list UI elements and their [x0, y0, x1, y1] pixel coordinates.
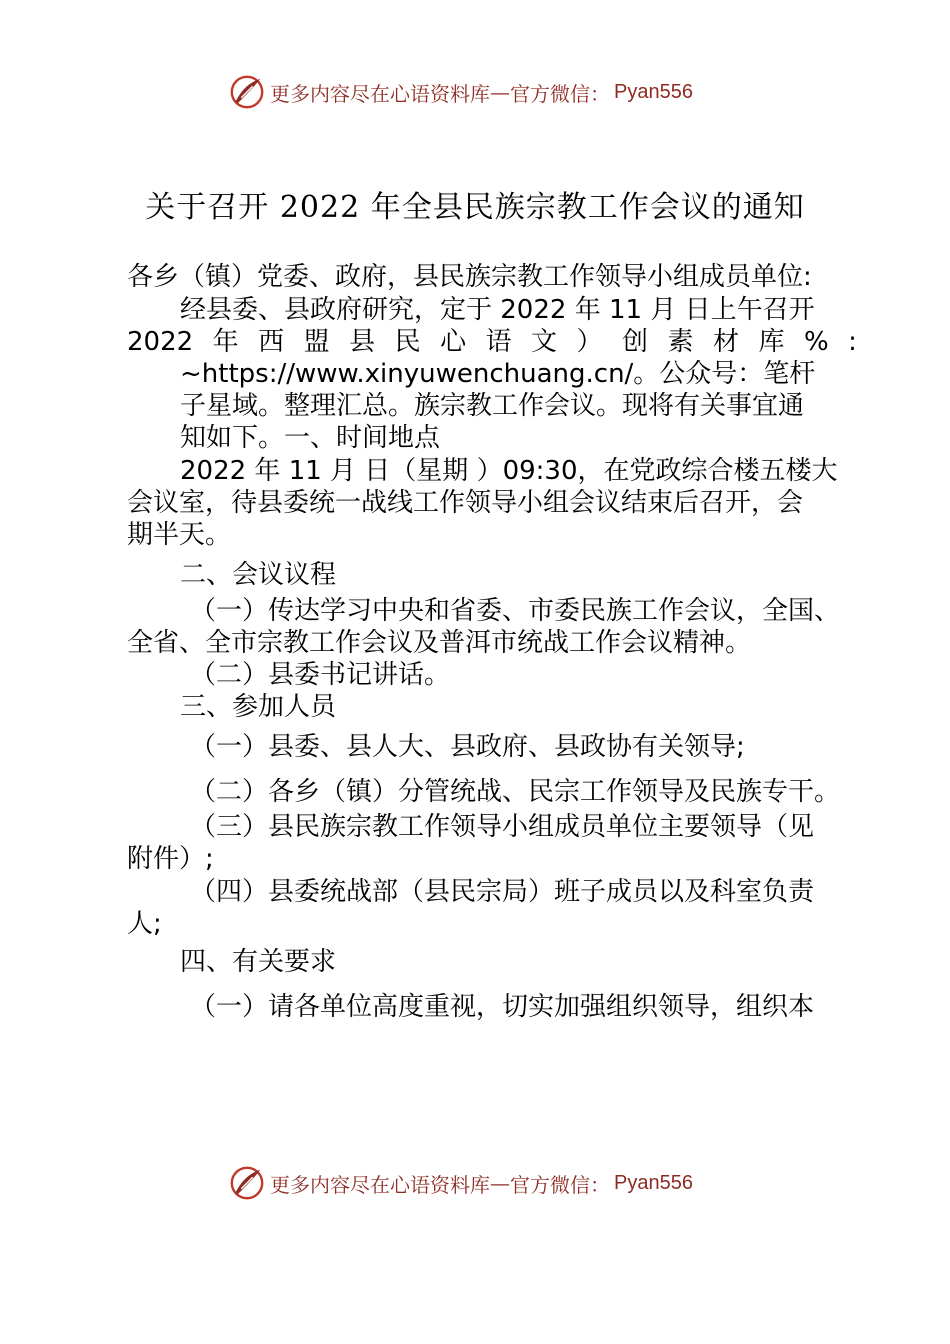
banner-dash: —: [490, 1171, 510, 1195]
requirement-item-1: （一）请各单位高度重视，切实加强组织领导，组织本: [190, 992, 815, 1022]
banner-wechat-label: 官方微信：: [510, 1172, 610, 1197]
intro-line-1: 经县委、县政府研究，定于 2022 年 11 月 日上午召开: [180, 295, 815, 325]
attendee-item-4: （四）县委统战部（县民宗局）班子成员以及科室负责: [190, 877, 815, 907]
intro-char: 盟: [303, 327, 330, 357]
intro-char: 创: [622, 327, 649, 357]
header-banner: [228, 72, 693, 112]
intro-char: 县: [349, 327, 376, 357]
pen-logo-icon: [228, 1164, 266, 1202]
intro-line-2: [127, 326, 857, 358]
intro-line-3: ~https://www.xinyuwenchuang.cn/。公众号：笔杆: [180, 359, 816, 389]
agenda-item-1: （一）传达学习中央和省委、市委民族工作会议，全国、: [190, 596, 841, 626]
agenda-item-1-cont: 全省、全市宗教工作会议及普洱市统战工作会议精神。: [127, 628, 752, 658]
footer-banner: [228, 1163, 693, 1203]
banner-wechat-id: Pyan556: [614, 80, 693, 103]
section-heading-agenda: 二、会议议程: [180, 560, 337, 590]
intro-char: 年: [212, 327, 239, 357]
section-heading-requirements: 四、有关要求: [180, 947, 337, 977]
intro-char: 材: [712, 327, 739, 357]
intro-char: 2022: [127, 327, 194, 357]
intro-char: :: [848, 327, 857, 357]
intro-char: 文: [531, 327, 558, 357]
intro-char: 素: [667, 327, 694, 357]
banner-wechat-id: Pyan556: [614, 1171, 693, 1194]
section-heading-attendees: 三、参加人员: [180, 692, 337, 722]
banner-dash: —: [490, 80, 510, 104]
intro-char: 库: [758, 327, 785, 357]
intro-char: 心: [440, 327, 467, 357]
pen-logo-icon: [228, 73, 266, 111]
intro-line-4: 子星域。整理汇总。族宗教工作会议。现将有关事宜通: [180, 391, 805, 421]
intro-char: 语: [485, 327, 512, 357]
attendee-item-3-cont: 附件）;: [127, 844, 214, 874]
attendee-item-3: （三）县民族宗教工作领导小组成员单位主要领导（见: [190, 812, 815, 842]
attendee-item-2: （二）各乡（镇）分管统战、民宗工作领导及民族专干。: [190, 777, 841, 807]
document-title: 关于召开 2022 年全县民族宗教工作会议的通知: [145, 190, 805, 225]
intro-char: ）: [576, 327, 603, 357]
intro-char: 西: [258, 327, 285, 357]
intro-line-5: 知如下。一、时间地点: [180, 423, 441, 453]
agenda-item-2: （二）县委书记讲话。: [190, 660, 451, 690]
time-line-2: 会议室，待县委统一战线工作领导小组会议结束后召开，会: [127, 488, 804, 518]
salutation: 各乡（镇）党委、政府，县民族宗教工作领导小组成员单位:: [127, 262, 812, 292]
attendee-item-4-cont: 人;: [127, 909, 162, 939]
attendee-item-1: （一）县委、县人大、县政府、县政协有关领导;: [190, 732, 745, 762]
time-line-1: 2022 年 11 月 日（星期 ）09:30，在党政综合楼五楼大: [180, 456, 838, 486]
time-line-3: 期半天。: [127, 520, 232, 550]
intro-char: %: [803, 327, 829, 357]
intro-char: 民: [394, 327, 421, 357]
banner-wechat-label: 官方微信：: [510, 81, 610, 106]
banner-text: 更多内容尽在心语资料库: [270, 1172, 490, 1197]
banner-text: 更多内容尽在心语资料库: [270, 81, 490, 106]
